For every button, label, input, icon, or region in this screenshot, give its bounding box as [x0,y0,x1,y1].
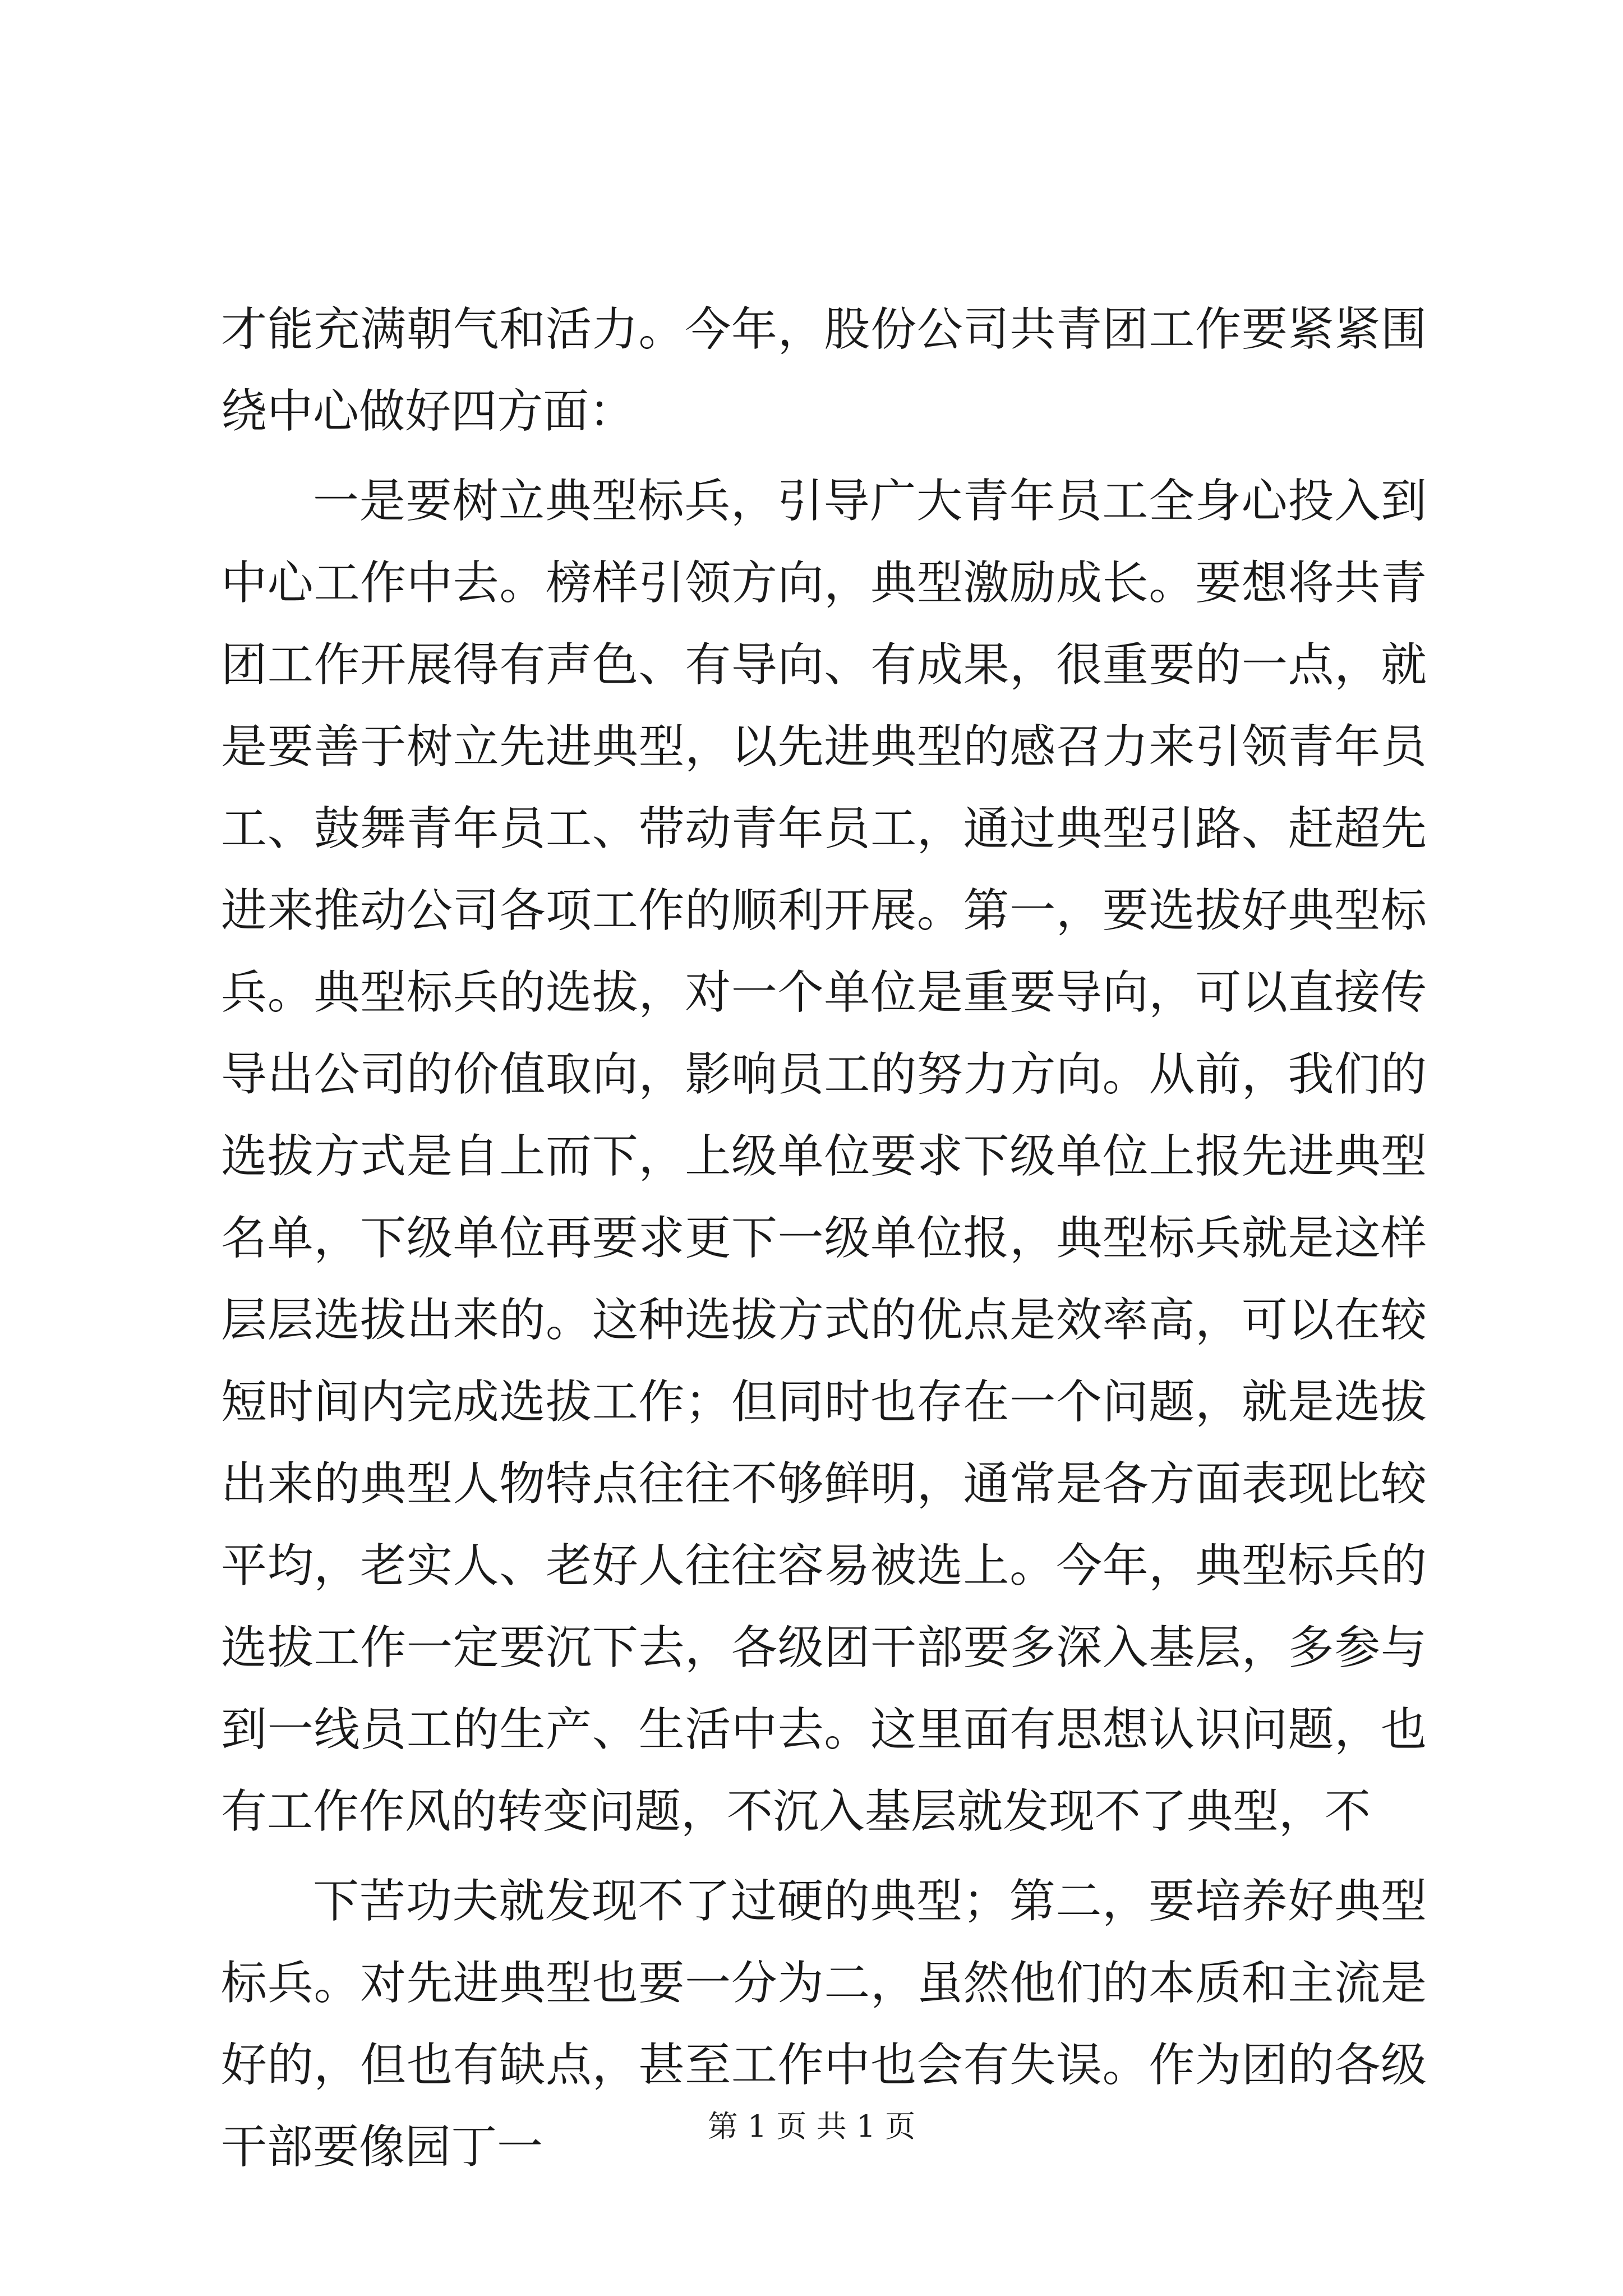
paragraph-typical-models: 一是要树立典型标兵，引导广大青年员工全身心投入到中心工作中去。榜样引领方向，典型激励成长。要想将共青团工作开展得有声色、有导向、有成果，很重要的一点，就是要善于树立先进典型，以先进典型的感召力来引领青年员工、鼓舞青年员工、带动青年员工，通过典型引路、赶超先进来推动公司各项工作的顺利开展。第一，要选拔好典型标兵。典型标兵的选拔，对一个单位是重要导向，可以直接传导出公司的价值取向，影响员工的努力方向。从前，我们的选拔方式是自上而下，上级单位要求下级单位上报先进典型名单，下级单位再要求更下一级单位报，典型标兵就是这样层层选拔出来的。这种选拔方式的优点是效率高，可以在较短时间内完成选拔工作；但同时也存在一个问题，就是选拔出来的典型人物特点往往不够鲜明，通常是各方面表现比较平均，老实人、老好人往往容易被选上。今年，典型标兵的选拔工作一定要沉下去，各级团干部要多深入基层，多参与到一线员工的生产、生活中去。这里面有思想认识问题，也有工作作风的转变问题，不沉入基层就发现不了典型，不 [221,475,1427,1838]
page-number-footer: 第 1 页 共 1 页 [707,2109,916,2144]
paragraph-cultivate-models: 下苦功夫就发现不了过硬的典型；第二，要培养好典型标兵。对先进典型也要一分为二，虽然他们的本质和主流是好的，但也有缺点，甚至工作中也会有失误。作为团的各级干部要像园丁一 [221,1875,1427,2174]
paragraph-continuation: 才能充满朝气和活力。今年，股份公司共青团工作要紧紧围绕中心做好四方面： [221,303,1427,438]
document-body [221,289,1427,2188]
